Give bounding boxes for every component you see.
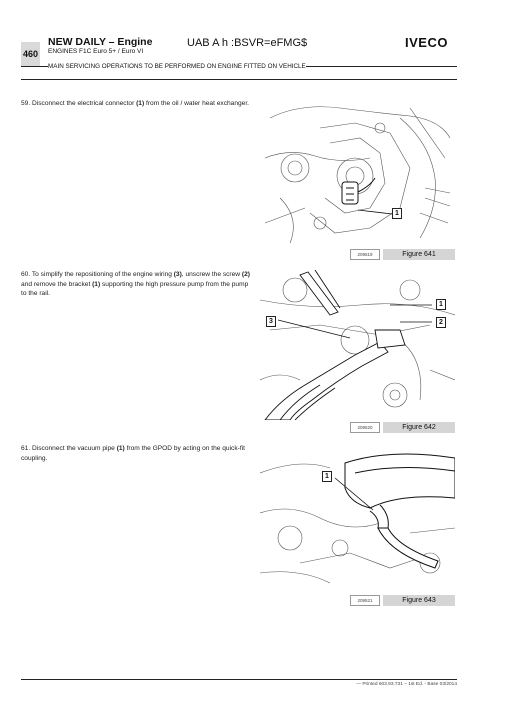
footer-divider: [21, 679, 457, 680]
engine-wiring-illustration: [260, 270, 455, 420]
figure-label: Figure 641: [383, 249, 455, 260]
figure-label: Figure 643: [383, 595, 455, 606]
step-59: 59. Disconnect the electrical connector (1) from the oil / water heat exchanger.: [21, 100, 249, 107]
callout-2: 2: [436, 317, 446, 328]
step-60: 60. To simplify the repositioning of the engine wiring (3), unscrew the screw (2) and remove the bracket (1) supporting the high pressure pump from the pump to the rail.: [21, 271, 250, 297]
engine-illustration: [260, 98, 455, 246]
figure-643: [260, 443, 455, 604]
step-number: 60.: [21, 271, 31, 278]
callout-1: 1: [322, 471, 332, 482]
figure-642: [260, 270, 455, 431]
page-number: 460: [21, 42, 40, 66]
step-number: 61.: [21, 445, 31, 452]
vacuum-pipe-illustration: [260, 443, 455, 590]
section-title: MAIN SERVICING OPERATIONS TO BE PERFORMED ON ENGINE FITTED ON VEHICLE: [48, 63, 306, 70]
figure-caption: [350, 422, 455, 433]
figure-caption: [350, 249, 455, 260]
figure-label: Figure 642: [383, 422, 455, 433]
document-subtitle: ENGINES F1C Euro 5+ / Euro VI: [48, 48, 144, 55]
figure-code: 209519: [350, 249, 380, 260]
callout-3: 3: [266, 316, 276, 327]
figure-code: 209520: [350, 422, 380, 433]
figure-caption: [350, 595, 455, 606]
header-stamp: UAB A h :BSVR=eFMG$: [187, 37, 308, 49]
callout-1: 1: [436, 299, 446, 310]
step-61: 61. Disconnect the vacuum pipe (1) from the GPOD by acting on the quick-fit coupling.: [21, 445, 245, 462]
header-divider-bottom: [21, 79, 457, 80]
footer-text: — Printed 603.93.731 – 1st Ed. - Base 03/2014: [356, 682, 457, 687]
figure-641: [260, 98, 455, 258]
iveco-logo: IVECO: [405, 35, 448, 50]
callout-1: 1: [392, 208, 402, 219]
document-title: NEW DAILY – Engine: [48, 36, 153, 48]
step-number: 59.: [21, 100, 31, 107]
figure-code: 209521: [350, 595, 380, 606]
